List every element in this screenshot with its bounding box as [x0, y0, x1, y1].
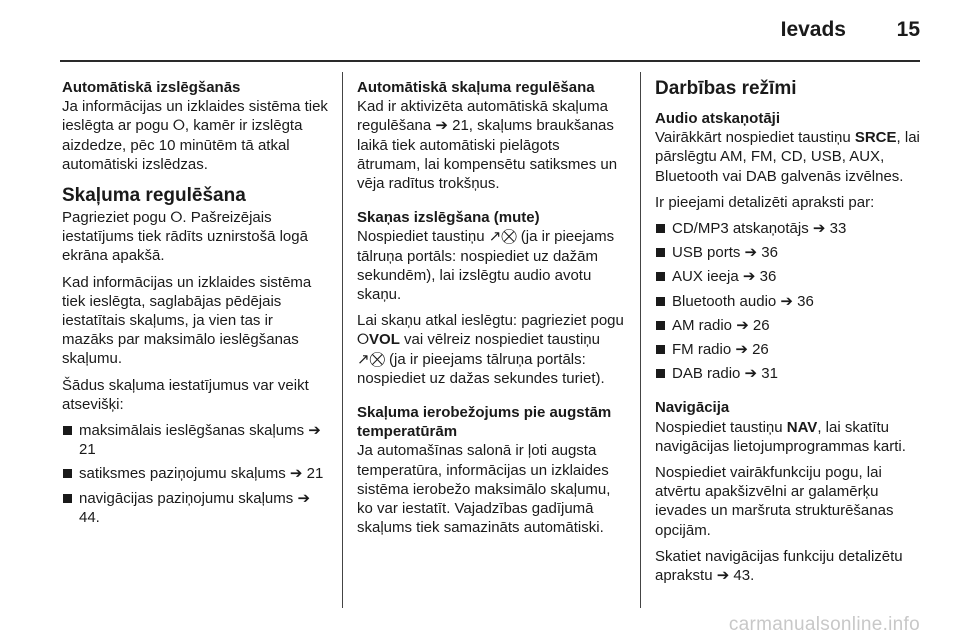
list-item: satiksmes paziņojumu skaļums ➔ 21 — [62, 464, 328, 483]
navigation-heading: Navigācija — [655, 399, 730, 417]
volume-paragraph-1: Pagrieziet pogu ⭘. Pašreizējais iestatījums tiek rādīts uznirstošā logā ekrāna apakšā. — [62, 209, 308, 265]
watermark: carmanualsonline.info — [728, 614, 920, 635]
list-item: CD/MP3 atskaņotājs ➔ 33 — [655, 219, 927, 238]
mute-heading: Skaņas izslēgšana (mute) — [357, 209, 540, 227]
modes-heading: Darbības režīmi — [655, 78, 797, 99]
srce-keyword: SRCE — [854, 129, 897, 147]
column-1 — [62, 78, 328, 534]
auto-volume-heading: Automātiskā skaļuma regulēšana — [357, 79, 595, 96]
column-3 — [655, 78, 927, 592]
volume-paragraph-2: Kad informācijas un izklaides sistēma tiek ieslēgta, saglabājas pēdējais iestatītais skaļums, ja vien tas ir mazāks par maksimālo ieslēgšanas skaļumu. — [62, 273, 312, 368]
page-number: 15 — [896, 18, 920, 41]
list-item: FM radio ➔ 26 — [655, 340, 927, 359]
audio-heading: Audio atskaņotāji — [655, 110, 781, 127]
audio-p1-part-a: Vairākkārt nospiediet taustiņu — [655, 129, 855, 147]
list-item: maksimālais ieslēgšanas skaļums ➔ 21 — [62, 421, 328, 459]
chapter-title: Ievads — [780, 18, 846, 41]
header-divider — [60, 60, 920, 62]
list-item: AM radio ➔ 26 — [655, 316, 927, 335]
auto-off-text: Ja informācijas un izklaides sistēma tiek ieslēgta ar pogu ⭘, kamēr ir izslēgta aizdedze, pēc 10 minūtēm tā atkal automātiski izslēdzas. — [62, 98, 328, 173]
list-item: Bluetooth audio ➔ 36 — [655, 292, 927, 311]
page-header — [0, 0, 960, 62]
audio-paragraph-2: Ir pieejami detalizēti apraksti par: — [655, 193, 875, 211]
mute-paragraph-1: Nospiediet taustiņu ↗⛒ (ja ir pieejams tālruņa portāls: nospiediet uz dažām sekundēm), lai izslēgtu audio avotu skaņu. — [357, 228, 615, 304]
volume-paragraph-3: Šādus skaļuma iestatījumus var veikt atsevišķi: — [62, 376, 309, 413]
auto-volume-text: Kad ir aktivizēta automātiskā skaļuma regulēšana ➔ 21, skaļums braukšanas laikā tiek automātiski pielāgots ātrumam, lai kompensētu satiksmes un vēja radītus trokšņus. — [357, 98, 618, 193]
auto-off-heading: Automātiskā izslēgšanās — [62, 79, 241, 96]
navigation-paragraph-1 — [655, 418, 927, 456]
navigation-paragraph-2: Nospiediet vairākfunkciju pogu, lai atvērtu apakšizvēlni ar galamērķu ievades un maršruta strukturēšanas opcijām. — [655, 464, 894, 539]
temperature-text: Ja automašīnas salonā ir ļoti augsta temperatūra, informācijas un izklaides sistēma ierobežo maksimālo skaļumu, ko var iestatīt. Vajadzības gadījumā skaļums tiek samazināts automātiski. — [357, 442, 611, 537]
list-item: DAB radio ➔ 31 — [655, 364, 927, 383]
column-2 — [357, 78, 625, 544]
audio-paragraph-1 — [655, 128, 927, 186]
nav-p1-part-c: , lai skatītu navigācijas lietojumprogrammas karti. — [655, 418, 906, 455]
vol-keyword: VOL — [369, 331, 400, 349]
nav-keyword: NAV — [786, 418, 818, 436]
list-item: AUX ieeja ➔ 36 — [655, 267, 927, 286]
nav-p1-part-a: Nospiediet taustiņu — [655, 418, 787, 436]
column-divider-1 — [342, 72, 343, 608]
list-item: navigācijas paziņojumu skaļums ➔ 44. — [62, 489, 328, 527]
column-divider-2 — [640, 72, 641, 608]
audio-sources-list — [655, 219, 927, 383]
temperature-heading: Skaļuma ierobežojums pie augstām temperatūrām — [357, 404, 612, 441]
audio-p1-part-c: , lai pārslēgtu AM, FM, CD, USB, AUX, Bluetooth vai DAB galvenās izvēlnes. — [655, 129, 920, 185]
list-item: USB ports ➔ 36 — [655, 243, 927, 262]
volume-heading: Skaļuma regulēšana — [62, 185, 246, 207]
navigation-paragraph-3: Skatiet navigācijas funkciju detalizētu aprakstu ➔ 43. — [655, 547, 903, 585]
volume-settings-list — [62, 421, 328, 527]
mute-paragraph-2 — [357, 311, 625, 388]
mute-p2-part-c: vai vēlreiz nospiediet taustiņu ↗⛒ (ja ir pieejams tālruņa portāls: nospiediet uz dažas sekundes turiet). — [357, 331, 605, 387]
mute-p2-part-a: Lai skaņu atkal ieslēgtu: pagrieziet pogu ⭘ — [357, 312, 624, 349]
